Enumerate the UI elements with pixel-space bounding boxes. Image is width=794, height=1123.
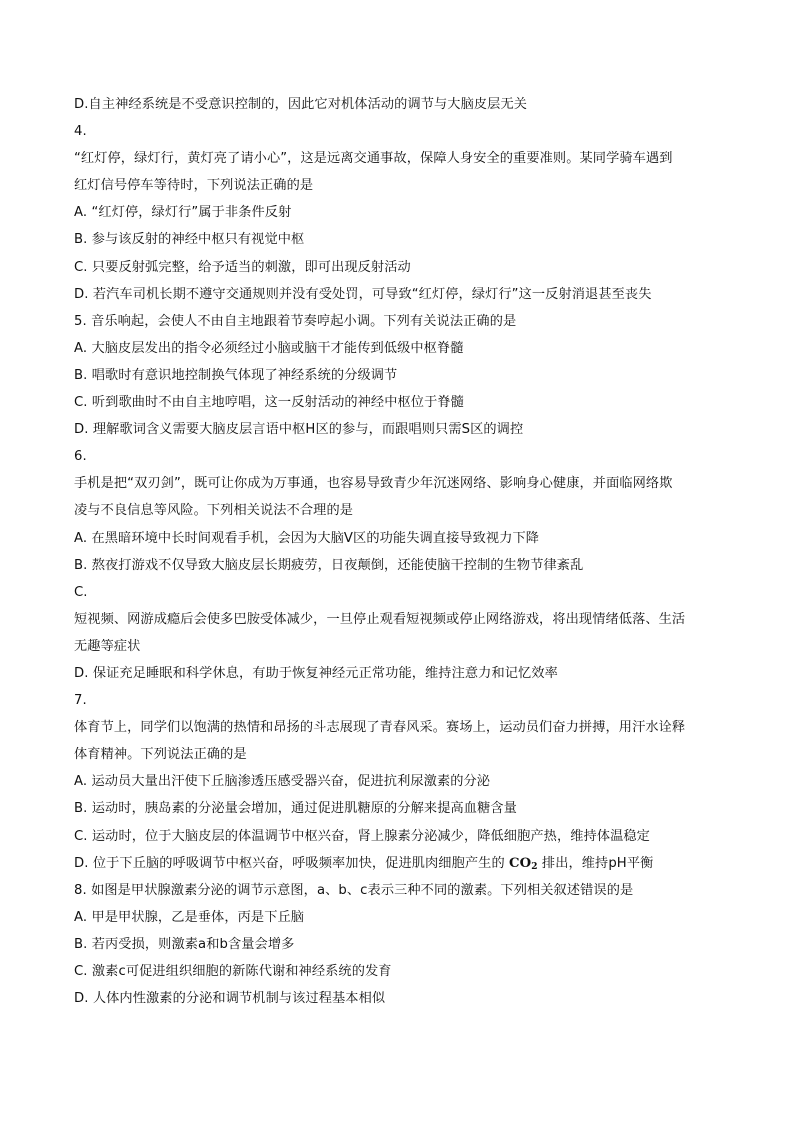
question-stem: 体育精神。下列说法正确的是 bbox=[74, 747, 247, 763]
option-b: B. 熬夜打游戏不仅导致大脑皮层长期疲劳，日夜颠倒，还能使脑干控制的生物节律紊乱 bbox=[74, 557, 584, 573]
co2-formula bbox=[509, 856, 538, 871]
question-stem: 手机是把“双刃剑”，既可让你成为万事通，也容易导致青少年沉迷网络、影响身心健康，并面临网络欺 bbox=[74, 476, 673, 492]
option-b: B. 参与该反射的神经中枢只有视觉中枢 bbox=[74, 232, 305, 248]
question-stem: 凌与不良信息等风险。下列相关说法不合理的是 bbox=[74, 503, 354, 519]
option-d-text-end: 排出，维持pH平衡 bbox=[537, 855, 654, 871]
question-stem: 8. 如图是甲状腺激素分泌的调节示意图，a、b、c表示三种不同的激素。下列相关叙述错误的是 bbox=[74, 882, 634, 898]
option-d: D. 若汽车司机长期不遵守交通规则并没有受处罚，可导致“红灯停，绿灯行”这一反射消退甚至丧失 bbox=[74, 286, 652, 302]
option-a: A. “红灯停，绿灯行”属于非条件反射 bbox=[74, 205, 292, 221]
option-b: B. 若丙受损，则激素a和b含量会增多 bbox=[74, 936, 295, 952]
option-c: 无趣等症状 bbox=[74, 638, 141, 654]
text-line: D.自主神经系统是不受意识控制的，因此它对机体活动的调节与大脑皮层无关 bbox=[74, 97, 528, 112]
option-d bbox=[74, 850, 724, 877]
option-a: A. 在黑暗环境中长时间观看手机，会因为大脑V区的功能失调直接导致视力下降 bbox=[74, 530, 540, 546]
option-b: B. 运动时，胰岛素的分泌量会增加，通过促进肌糖原的分解来提高血糖含量 bbox=[74, 801, 517, 817]
option-d: D. 保证充足睡眠和科学休息，有助于恢复神经元正常功能，维持注意力和记忆效率 bbox=[74, 665, 558, 681]
co2-subscript: 2 bbox=[531, 861, 538, 872]
option-a: A. 大脑皮层发出的指令必须经过小脑或脑干才能传到低级中枢脊髓 bbox=[74, 340, 464, 356]
option-c: C. 激素c可促进组织细胞的新陈代谢和神经系统的发育 bbox=[74, 964, 392, 979]
question-stem: 体育节上，同学们以饱满的热情和昂扬的斗志展现了青春风采。赛场上，运动员们奋力拼搏，用汗水诠释 bbox=[74, 720, 686, 736]
option-d: D. 理解歌词含义需要大脑皮层言语中枢H区的参与，而跟唱则只需S区的调控 bbox=[74, 422, 524, 438]
question-stem: 红灯信号停车等待时，下列说法正确的是 bbox=[74, 178, 314, 194]
question-stem: “红灯停，绿灯行，黄灯亮了请小心”，这是远离交通事故，保障人身安全的重要准则。某同学骑车遇到 bbox=[74, 151, 673, 167]
option-a: A. 运动员大量出汗使下丘脑渗透压感受器兴奋，促进抗利尿激素的分泌 bbox=[74, 774, 491, 790]
option-d-text: D. 位于下丘脑的呼吸调节中枢兴奋，呼吸频率加快，促进肌肉细胞产生的 bbox=[74, 855, 510, 871]
option-b: B. 唱歌时有意识地控制换气体现了神经系统的分级调节 bbox=[74, 367, 398, 383]
question-number: 4. bbox=[74, 124, 87, 140]
option-a: A. 甲是甲状腺，乙是垂体，丙是下丘脑 bbox=[74, 909, 305, 925]
option-c: C. 听到歌曲时不由自主地哼唱，这一反射活动的神经中枢位于脊髓 bbox=[74, 395, 464, 411]
option-d: D. 人体内性激素的分泌和调节机制与该过程基本相似 bbox=[74, 991, 386, 1007]
option-c-label: C. bbox=[74, 584, 88, 600]
option-c: C. 只要反射弧完整，给予适当的刺激，即可出现反射活动 bbox=[74, 259, 411, 275]
document-page bbox=[74, 91, 724, 1012]
question-number: 7. bbox=[74, 693, 87, 709]
question-stem: 5. 音乐响起，会使人不由自主地跟着节奏哼起小调。下列有关说法正确的是 bbox=[74, 313, 517, 329]
option-c: C. 运动时，位于大脑皮层的体温调节中枢兴奋，肾上腺素分泌减少，降低细胞产热，维持体温稳定 bbox=[74, 828, 650, 844]
co2-main: CO bbox=[509, 855, 532, 871]
option-c: 短视频、网游成瘾后会使多巴胺受体减少，一旦停止观看短视频或停止网络游戏，将出现情绪低落、生活 bbox=[74, 611, 686, 627]
question-number: 6. bbox=[74, 449, 87, 465]
